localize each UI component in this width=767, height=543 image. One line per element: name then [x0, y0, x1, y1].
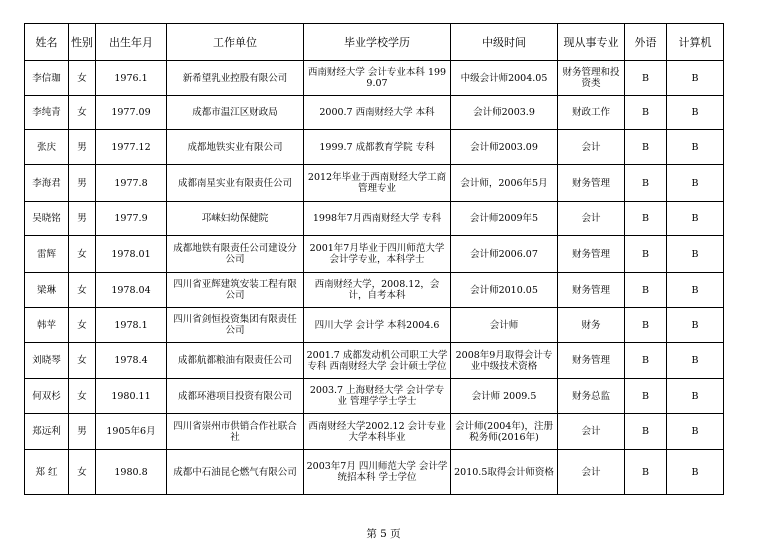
cell-name: 张庆 [25, 130, 69, 165]
cell-computer: B [667, 379, 724, 414]
cell-gender: 女 [69, 308, 96, 343]
cell-name: 郑远利 [25, 414, 69, 450]
cell-employer: 四川省剑恒投资集团有限责任公司 [167, 308, 304, 343]
cell-education: 2000.7 西南财经大学 本科 [304, 96, 451, 130]
cell-computer: B [667, 130, 724, 165]
cell-computer: B [667, 61, 724, 96]
table-header-row [25, 24, 724, 61]
cell-employer: 成都市温江区财政局 [167, 96, 304, 130]
header-birth: 出生年月 [96, 24, 167, 61]
cell-employer: 四川省崇州市供销合作社联合社 [167, 414, 304, 450]
cell-birth: 1977.8 [96, 165, 167, 202]
cell-intermediate-date: 会计师 2009.5 [451, 379, 558, 414]
cell-intermediate-date: 中级会计师2004.05 [451, 61, 558, 96]
cell-profession: 会计 [558, 202, 625, 236]
cell-foreign-language: B [625, 273, 667, 308]
cell-computer: B [667, 165, 724, 202]
cell-name: 何双杉 [25, 379, 69, 414]
cell-gender: 女 [69, 96, 96, 130]
cell-profession: 财务管理 [558, 273, 625, 308]
table-row [25, 273, 724, 308]
cell-gender: 男 [69, 165, 96, 202]
table-row [25, 130, 724, 165]
cell-profession: 财务 [558, 308, 625, 343]
cell-education: 2001.7 成都发动机公司职工大学 专科 西南财经大学 会计硕士学位 [304, 343, 451, 379]
cell-employer: 新希望乳业控股有限公司 [167, 61, 304, 96]
cell-profession: 财务总监 [558, 379, 625, 414]
cell-computer: B [667, 308, 724, 343]
cell-intermediate-date: 会计师2009年5 [451, 202, 558, 236]
cell-birth: 1978.1 [96, 308, 167, 343]
cell-foreign-language: B [625, 308, 667, 343]
cell-foreign-language: B [625, 379, 667, 414]
table-row [25, 236, 724, 273]
cell-foreign-language: B [625, 61, 667, 96]
cell-intermediate-date: 会计师2003.09 [451, 130, 558, 165]
cell-name: 雷辉 [25, 236, 69, 273]
cell-education: 四川大学 会计学 本科2004.6 [304, 308, 451, 343]
header-name: 姓名 [25, 24, 69, 61]
cell-education: 1999.7 成都教育学院 专科 [304, 130, 451, 165]
cell-gender: 男 [69, 414, 96, 450]
cell-employer: 成都环港项目投资有限公司 [167, 379, 304, 414]
cell-intermediate-date: 会计师2003.9 [451, 96, 558, 130]
cell-name: 韩苹 [25, 308, 69, 343]
cell-education: 2012年毕业于西南财经大学工商管理专业 [304, 165, 451, 202]
cell-education: 西南财经大学2002.12 会计专业 大学本科毕业 [304, 414, 451, 450]
cell-education: 西南财经大学 会计专业本科 1999.07 [304, 61, 451, 96]
cell-birth: 1978.04 [96, 273, 167, 308]
table-row [25, 343, 724, 379]
cell-education: 2001年7月毕业于四川师范大学会计学专业，本科学士 [304, 236, 451, 273]
cell-intermediate-date: 2008年9月取得会计专业中级技术资格 [451, 343, 558, 379]
table-row [25, 379, 724, 414]
page-number: 第 5 页 [366, 528, 401, 540]
cell-birth: 1905年6月 [96, 414, 167, 450]
cell-employer: 成都中石油昆仑燃气有限公司 [167, 450, 304, 495]
cell-birth: 1977.09 [96, 96, 167, 130]
cell-profession: 会计 [558, 130, 625, 165]
cell-foreign-language: B [625, 343, 667, 379]
table-row [25, 96, 724, 130]
header-employer: 工作单位 [167, 24, 304, 61]
cell-profession: 财务管理 [558, 236, 625, 273]
cell-birth: 1980.11 [96, 379, 167, 414]
cell-profession: 财政工作 [558, 96, 625, 130]
table-row [25, 165, 724, 202]
cell-name: 刘晓琴 [25, 343, 69, 379]
cell-profession: 会计 [558, 450, 625, 495]
cell-profession: 会计 [558, 414, 625, 450]
cell-employer: 邛崃妇幼保健院 [167, 202, 304, 236]
cell-gender: 男 [69, 202, 96, 236]
cell-intermediate-date: 2010.5取得会计师资格 [451, 450, 558, 495]
cell-computer: B [667, 414, 724, 450]
cell-employer: 成都地铁实业有限公司 [167, 130, 304, 165]
header-education: 毕业学校学历 [304, 24, 451, 61]
cell-foreign-language: B [625, 202, 667, 236]
cell-foreign-language: B [625, 96, 667, 130]
cell-birth: 1978.01 [96, 236, 167, 273]
cell-foreign-language: B [625, 236, 667, 273]
cell-name: 李海君 [25, 165, 69, 202]
cell-birth: 1978.4 [96, 343, 167, 379]
cell-gender: 女 [69, 343, 96, 379]
cell-foreign-language: B [625, 414, 667, 450]
cell-name: 吴晓铭 [25, 202, 69, 236]
header-foreign-language: 外语 [625, 24, 667, 61]
cell-computer: B [667, 273, 724, 308]
cell-education: 1998年7月西南财经大学 专科 [304, 202, 451, 236]
cell-computer: B [667, 450, 724, 495]
header-profession: 现从事专业 [558, 24, 625, 61]
cell-gender: 女 [69, 236, 96, 273]
cell-gender: 女 [69, 273, 96, 308]
cell-computer: B [667, 202, 724, 236]
cell-birth: 1977.9 [96, 202, 167, 236]
cell-name: 李信珈 [25, 61, 69, 96]
cell-education: 2003.7 上海财经大学 会计学专业 管理学学士学士 [304, 379, 451, 414]
cell-gender: 男 [69, 130, 96, 165]
cell-education: 2003年7月 四川师范大学 会计学 统招本科 学士学位 [304, 450, 451, 495]
cell-gender: 女 [69, 450, 96, 495]
cell-intermediate-date: 会计师2010.05 [451, 273, 558, 308]
cell-education: 西南财经大学，2008.12，会计，自考本科 [304, 273, 451, 308]
cell-intermediate-date: 会计师 [451, 308, 558, 343]
table-row [25, 450, 724, 495]
cell-employer: 成都航都粮油有限责任公司 [167, 343, 304, 379]
cell-name: 梁琳 [25, 273, 69, 308]
cell-profession: 财务管理 [558, 165, 625, 202]
cell-profession: 财务管理和投资类 [558, 61, 625, 96]
cell-gender: 女 [69, 379, 96, 414]
cell-name: 李纯青 [25, 96, 69, 130]
header-computer: 计算机 [667, 24, 724, 61]
cell-birth: 1977.12 [96, 130, 167, 165]
table-row [25, 202, 724, 236]
cell-employer: 成都南星实业有限责任公司 [167, 165, 304, 202]
cell-intermediate-date: 会计师(2004年)，注册税务师(2016年) [451, 414, 558, 450]
cell-birth: 1976.1 [96, 61, 167, 96]
cell-computer: B [667, 96, 724, 130]
table-row [25, 61, 724, 96]
cell-intermediate-date: 会计师2006.07 [451, 236, 558, 273]
cell-employer: 四川省亚辉建筑安装工程有限公司 [167, 273, 304, 308]
cell-computer: B [667, 343, 724, 379]
table-row [25, 308, 724, 343]
table-row [25, 414, 724, 450]
cell-gender: 女 [69, 61, 96, 96]
cell-birth: 1980.8 [96, 450, 167, 495]
staff-table [24, 23, 724, 495]
header-gender: 性别 [69, 24, 96, 61]
cell-name: 郑 红 [25, 450, 69, 495]
header-intermediate-date: 中级时间 [451, 24, 558, 61]
cell-intermediate-date: 会计师，2006年5月 [451, 165, 558, 202]
cell-foreign-language: B [625, 165, 667, 202]
cell-foreign-language: B [625, 130, 667, 165]
cell-profession: 财务管理 [558, 343, 625, 379]
cell-employer: 成都地铁有限责任公司建设分公司 [167, 236, 304, 273]
cell-computer: B [667, 236, 724, 273]
cell-foreign-language: B [625, 450, 667, 495]
